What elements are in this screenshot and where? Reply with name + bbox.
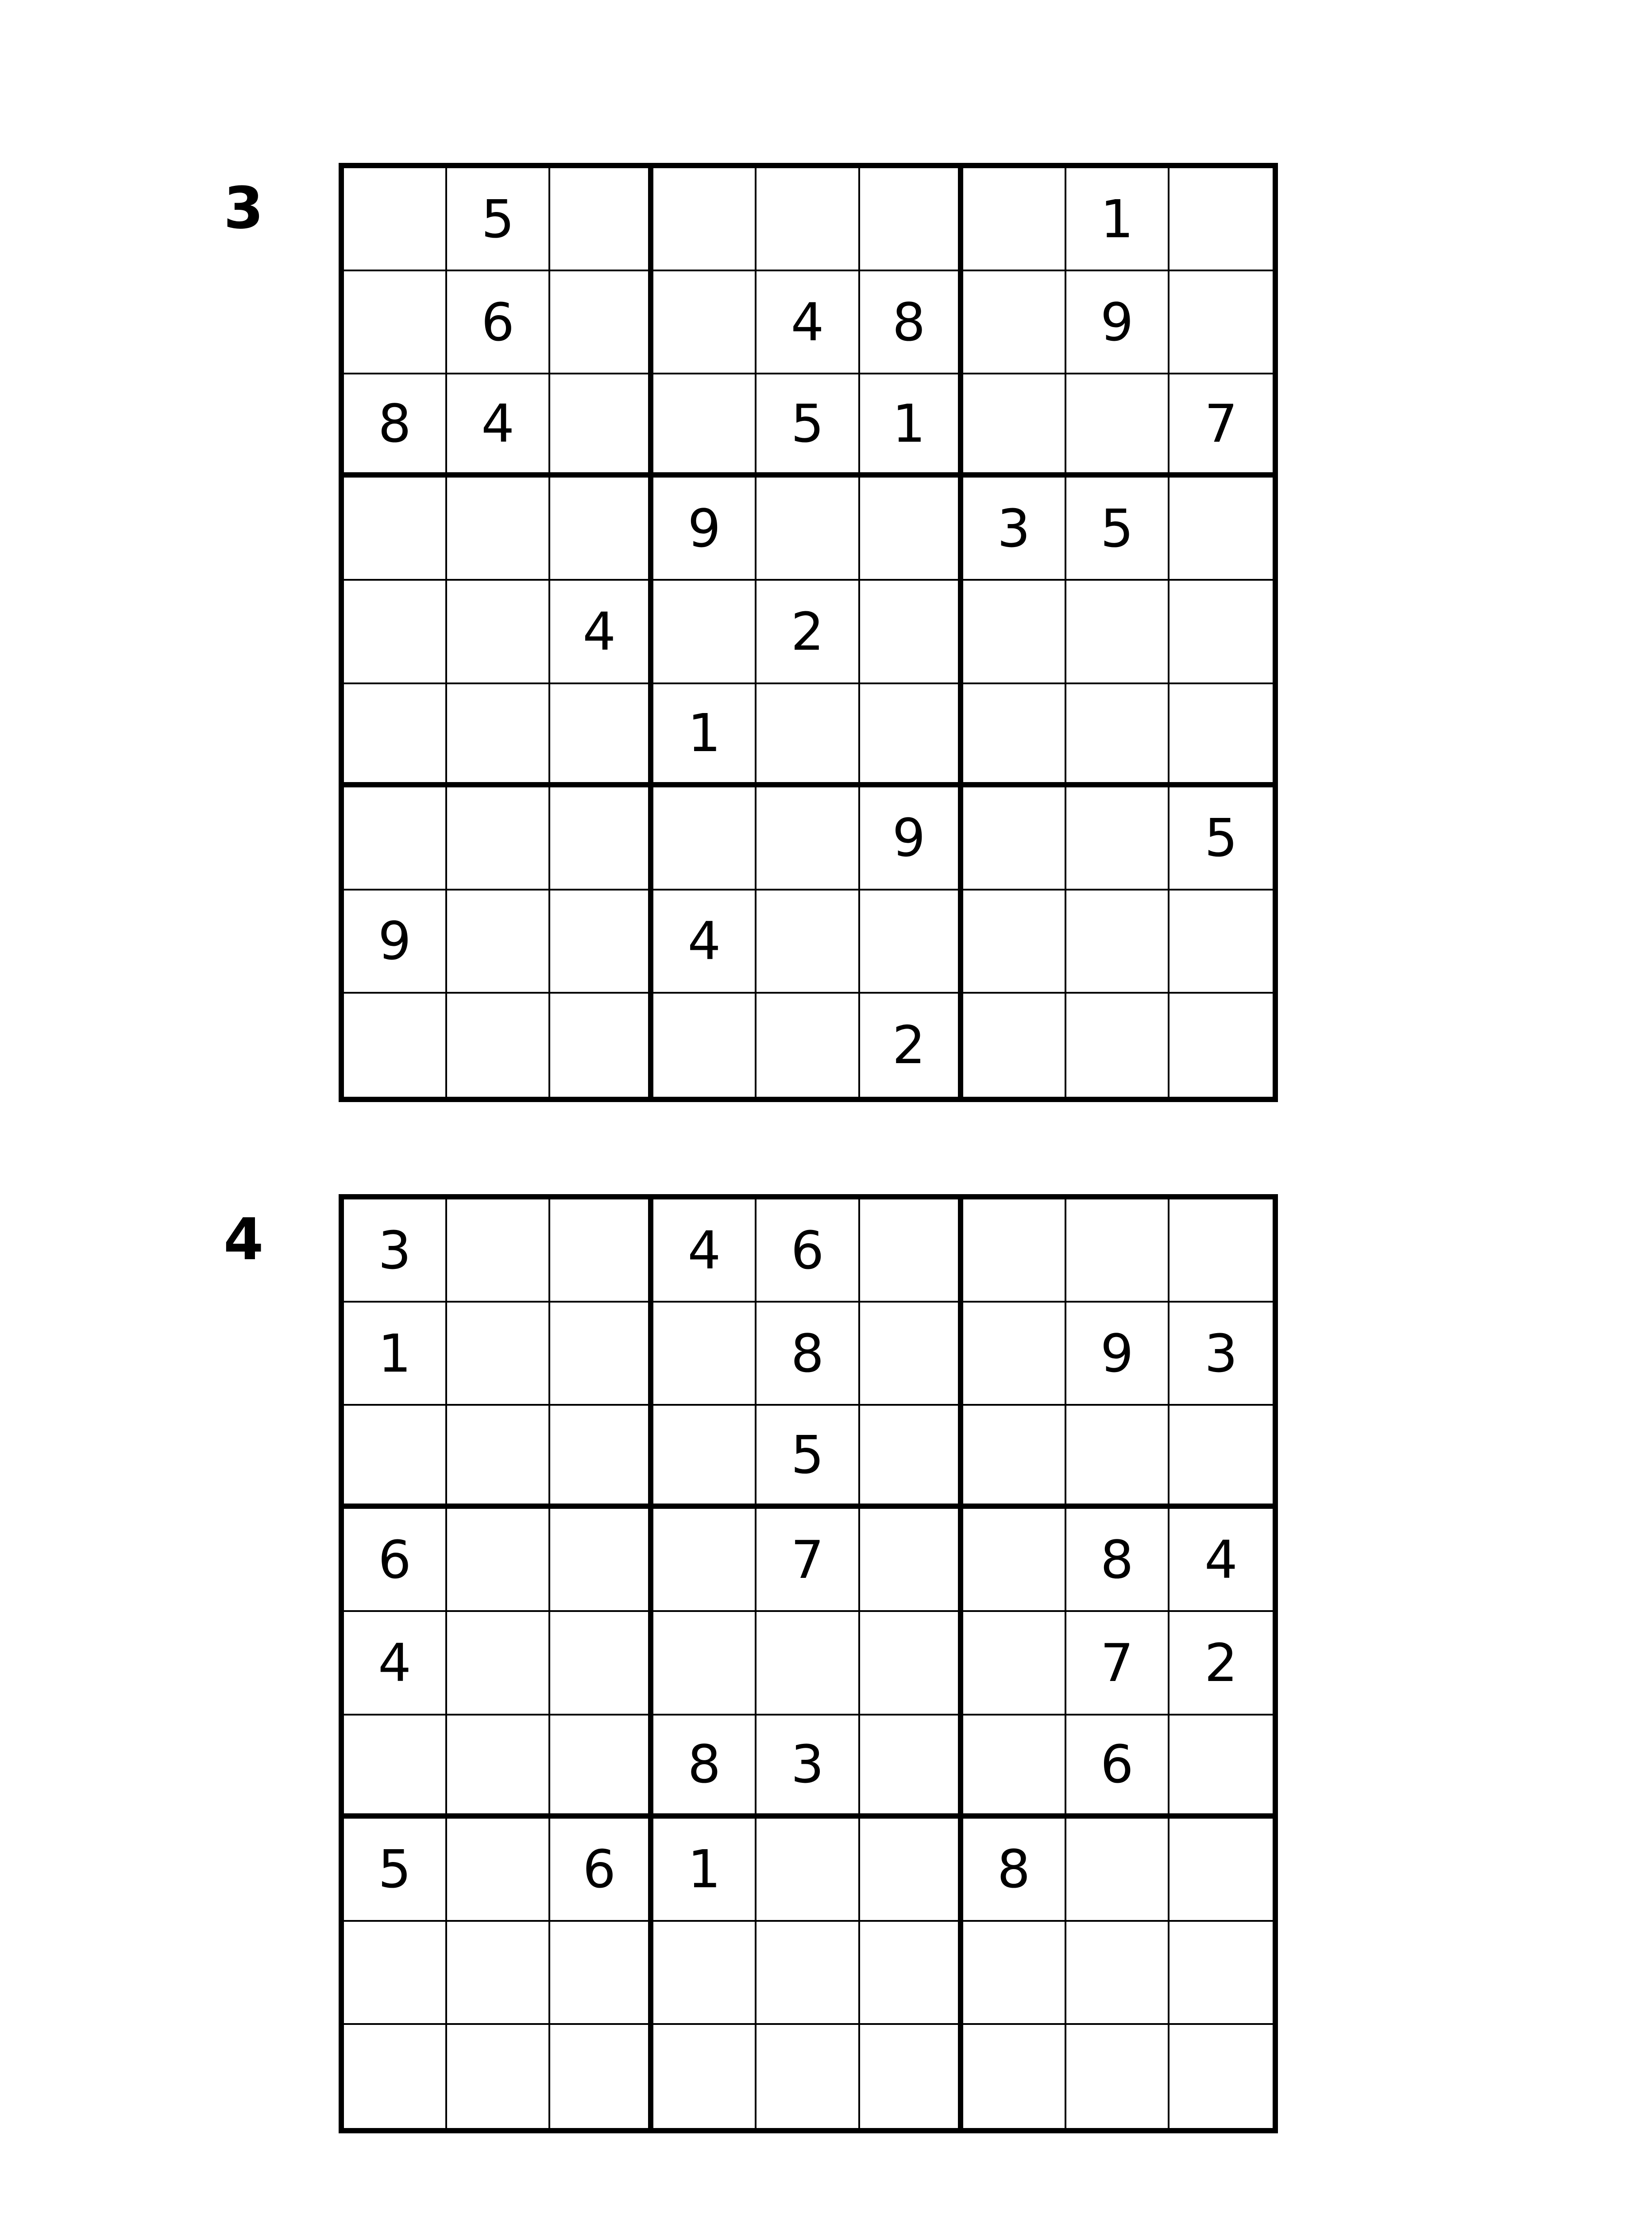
given-digit-cell: 9 [860, 787, 963, 891]
given-digit-cell: 5 [1066, 478, 1170, 581]
sudoku-board-3 [339, 163, 1278, 1102]
empty-cell[interactable] [860, 1716, 963, 1819]
given-digit-cell: 7 [757, 1509, 860, 1612]
empty-cell[interactable] [653, 168, 757, 271]
empty-cell[interactable] [550, 374, 653, 478]
empty-cell[interactable] [1066, 684, 1170, 787]
empty-cell[interactable] [447, 994, 550, 1097]
empty-cell[interactable] [447, 478, 550, 581]
given-digit-cell: 6 [1066, 1716, 1170, 1819]
empty-cell[interactable] [344, 478, 447, 581]
empty-cell[interactable] [1170, 1406, 1273, 1509]
empty-cell[interactable] [447, 891, 550, 994]
empty-cell[interactable] [1066, 581, 1170, 684]
given-digit-cell: 6 [757, 1199, 860, 1303]
empty-cell[interactable] [550, 478, 653, 581]
empty-cell[interactable] [550, 684, 653, 787]
empty-cell[interactable] [344, 271, 447, 374]
empty-cell[interactable] [860, 1612, 963, 1715]
empty-cell[interactable] [447, 1303, 550, 1406]
given-digit-cell: 8 [1066, 1509, 1170, 1612]
empty-cell[interactable] [1066, 1819, 1170, 1922]
empty-cell[interactable] [963, 1406, 1066, 1509]
given-digit-cell: 1 [344, 1303, 447, 1406]
empty-cell[interactable] [1066, 994, 1170, 1097]
given-digit-cell: 9 [344, 891, 447, 994]
given-digit-cell: 6 [344, 1509, 447, 1612]
given-digit-cell: 4 [1170, 1509, 1273, 1612]
empty-cell[interactable] [963, 994, 1066, 1097]
empty-cell[interactable] [550, 1406, 653, 1509]
empty-cell[interactable] [653, 1922, 757, 2025]
empty-cell[interactable] [447, 2025, 550, 2128]
empty-cell[interactable] [1170, 994, 1273, 1097]
given-digit-cell: 4 [653, 1199, 757, 1303]
given-digit-cell: 2 [860, 994, 963, 1097]
empty-cell[interactable] [344, 168, 447, 271]
empty-cell[interactable] [757, 2025, 860, 2128]
empty-cell[interactable] [550, 787, 653, 891]
empty-cell[interactable] [1066, 374, 1170, 478]
empty-cell[interactable] [550, 891, 653, 994]
empty-cell[interactable] [653, 1612, 757, 1715]
empty-cell[interactable] [1170, 684, 1273, 787]
empty-cell[interactable] [963, 2025, 1066, 2128]
empty-cell[interactable] [1170, 1819, 1273, 1922]
empty-cell[interactable] [447, 1406, 550, 1509]
empty-cell[interactable] [963, 581, 1066, 684]
empty-cell[interactable] [860, 478, 963, 581]
empty-cell[interactable] [963, 168, 1066, 271]
empty-cell[interactable] [550, 168, 653, 271]
empty-cell[interactable] [344, 684, 447, 787]
empty-cell[interactable] [344, 1716, 447, 1819]
given-digit-cell: 8 [344, 374, 447, 478]
empty-cell[interactable] [757, 891, 860, 994]
empty-cell[interactable] [860, 2025, 963, 2128]
given-digit-cell: 3 [344, 1199, 447, 1303]
empty-cell[interactable] [963, 1612, 1066, 1715]
empty-cell[interactable] [757, 994, 860, 1097]
empty-cell[interactable] [344, 581, 447, 684]
empty-cell[interactable] [550, 1303, 653, 1406]
empty-cell[interactable] [550, 1509, 653, 1612]
empty-cell[interactable] [860, 1199, 963, 1303]
given-digit-cell: 8 [653, 1716, 757, 1819]
empty-cell[interactable] [860, 684, 963, 787]
empty-cell[interactable] [447, 787, 550, 891]
empty-cell[interactable] [344, 1406, 447, 1509]
given-digit-cell: 7 [1066, 1612, 1170, 1715]
given-digit-cell: 2 [757, 581, 860, 684]
given-digit-cell: 2 [1170, 1612, 1273, 1715]
sudoku-board-4 [339, 1194, 1278, 2133]
given-digit-cell: 4 [653, 891, 757, 994]
empty-cell[interactable] [447, 1509, 550, 1612]
given-digit-cell: 1 [653, 684, 757, 787]
empty-cell[interactable] [860, 1406, 963, 1509]
empty-cell[interactable] [963, 1509, 1066, 1612]
given-digit-cell: 5 [344, 1819, 447, 1922]
empty-cell[interactable] [447, 581, 550, 684]
given-digit-cell: 5 [447, 168, 550, 271]
empty-cell[interactable] [1066, 1199, 1170, 1303]
empty-cell[interactable] [1170, 1716, 1273, 1819]
empty-cell[interactable] [550, 1716, 653, 1819]
given-digit-cell: 6 [550, 1819, 653, 1922]
empty-cell[interactable] [653, 1406, 757, 1509]
empty-cell[interactable] [860, 1509, 963, 1612]
empty-cell[interactable] [1170, 1922, 1273, 2025]
empty-cell[interactable] [860, 1819, 963, 1922]
empty-cell[interactable] [1170, 891, 1273, 994]
given-digit-cell: 1 [860, 374, 963, 478]
empty-cell[interactable] [757, 478, 860, 581]
empty-cell[interactable] [860, 581, 963, 684]
empty-cell[interactable] [1170, 2025, 1273, 2128]
given-digit-cell: 9 [1066, 271, 1170, 374]
empty-cell[interactable] [653, 1509, 757, 1612]
empty-cell[interactable] [1170, 168, 1273, 271]
empty-cell[interactable] [860, 891, 963, 994]
empty-cell[interactable] [550, 1922, 653, 2025]
empty-cell[interactable] [963, 1303, 1066, 1406]
given-digit-cell: 4 [757, 271, 860, 374]
puzzle-4-number: 4 [224, 1206, 264, 1273]
empty-cell[interactable] [1170, 478, 1273, 581]
empty-cell[interactable] [1170, 1199, 1273, 1303]
empty-cell[interactable] [963, 787, 1066, 891]
given-digit-cell: 8 [963, 1819, 1066, 1922]
empty-cell[interactable] [550, 2025, 653, 2128]
empty-cell[interactable] [757, 787, 860, 891]
empty-cell[interactable] [860, 1922, 963, 2025]
empty-cell[interactable] [860, 1303, 963, 1406]
empty-cell[interactable] [653, 581, 757, 684]
empty-cell[interactable] [653, 374, 757, 478]
empty-cell[interactable] [447, 684, 550, 787]
given-digit-cell: 5 [757, 1406, 860, 1509]
empty-cell[interactable] [653, 2025, 757, 2128]
given-digit-cell: 4 [447, 374, 550, 478]
empty-cell[interactable] [447, 1716, 550, 1819]
empty-cell[interactable] [653, 994, 757, 1097]
given-digit-cell: 4 [550, 581, 653, 684]
empty-cell[interactable] [447, 1612, 550, 1715]
empty-cell[interactable] [757, 168, 860, 271]
empty-cell[interactable] [963, 684, 1066, 787]
empty-cell[interactable] [550, 1199, 653, 1303]
empty-cell[interactable] [757, 1922, 860, 2025]
given-digit-cell: 8 [860, 271, 963, 374]
given-digit-cell: 9 [653, 478, 757, 581]
empty-cell[interactable] [1170, 581, 1273, 684]
empty-cell[interactable] [447, 1819, 550, 1922]
empty-cell[interactable] [344, 994, 447, 1097]
empty-cell[interactable] [860, 168, 963, 271]
empty-cell[interactable] [963, 1716, 1066, 1819]
empty-cell[interactable] [1066, 787, 1170, 891]
given-digit-cell: 9 [1066, 1303, 1170, 1406]
empty-cell[interactable] [447, 1922, 550, 2025]
empty-cell[interactable] [963, 1922, 1066, 2025]
given-digit-cell: 4 [344, 1612, 447, 1715]
empty-cell[interactable] [963, 271, 1066, 374]
empty-cell[interactable] [963, 1199, 1066, 1303]
given-digit-cell: 3 [1170, 1303, 1273, 1406]
given-digit-cell: 5 [757, 374, 860, 478]
empty-cell[interactable] [1170, 271, 1273, 374]
empty-cell[interactable] [550, 1612, 653, 1715]
given-digit-cell: 1 [1066, 168, 1170, 271]
given-digit-cell: 3 [963, 478, 1066, 581]
given-digit-cell: 6 [447, 271, 550, 374]
given-digit-cell: 8 [757, 1303, 860, 1406]
given-digit-cell: 7 [1170, 374, 1273, 478]
empty-cell[interactable] [447, 1199, 550, 1303]
given-digit-cell: 3 [757, 1716, 860, 1819]
empty-cell[interactable] [1066, 891, 1170, 994]
empty-cell[interactable] [550, 994, 653, 1097]
empty-cell[interactable] [550, 271, 653, 374]
empty-cell[interactable] [963, 374, 1066, 478]
empty-cell[interactable] [963, 891, 1066, 994]
empty-cell[interactable] [653, 1303, 757, 1406]
empty-cell[interactable] [653, 787, 757, 891]
empty-cell[interactable] [757, 1612, 860, 1715]
given-digit-cell: 5 [1170, 787, 1273, 891]
empty-cell[interactable] [1066, 2025, 1170, 2128]
given-digit-cell: 1 [653, 1819, 757, 1922]
empty-cell[interactable] [1066, 1406, 1170, 1509]
empty-cell[interactable] [344, 2025, 447, 2128]
empty-cell[interactable] [757, 684, 860, 787]
empty-cell[interactable] [653, 271, 757, 374]
empty-cell[interactable] [344, 787, 447, 891]
empty-cell[interactable] [1066, 1922, 1170, 2025]
empty-cell[interactable] [344, 1922, 447, 2025]
puzzle-3-number: 3 [224, 174, 264, 242]
empty-cell[interactable] [757, 1819, 860, 1922]
